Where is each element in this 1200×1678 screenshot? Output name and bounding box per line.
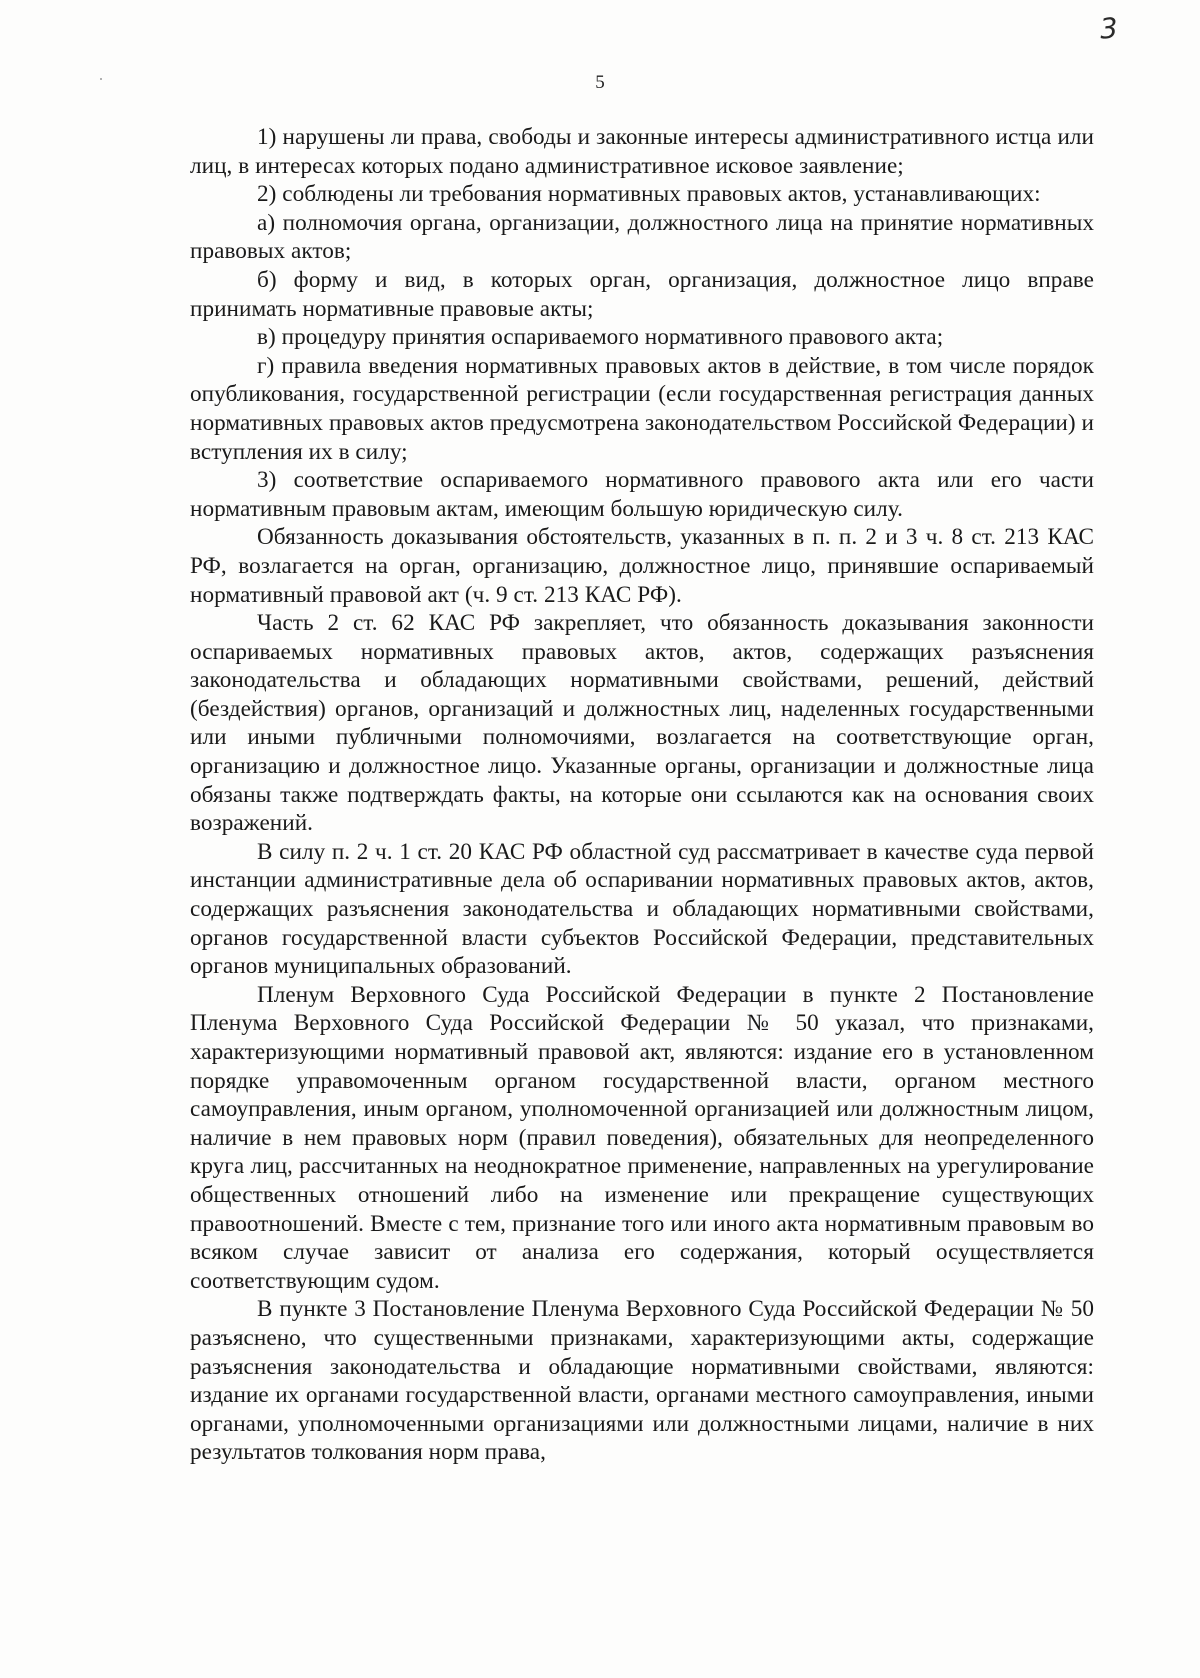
- paragraph-item-2: 2) соблюдены ли требования нормативных правовых актов, устанавливающих:: [257, 181, 1041, 208]
- paragraph-burden-of-proof: Обязанность доказывания обстоятельств, указанных в п. п. 2 и 3 ч. 8 ст. 213 КАС РФ, возлагается на орган, организацию, должностное лицо, принявшие оспариваемый нормативный правовой акт (ч. 9 ст. 213 КАС РФ).: [190, 524, 1094, 608]
- paragraph-item-1: 1) нарушены ли права, свободы и законные интересы административного истца или лиц, в интересах которых подано административное исковое заявление;: [190, 124, 1094, 179]
- paragraph-item-3: 3) соответствие оспариваемого нормативного правового акта или его части нормативным правовым актам, имеющим большую юридическую силу.: [190, 467, 1094, 522]
- paragraph-subitem-a: а) полномочия органа, организации, должностного лица на принятие нормативных правовых актов;: [190, 209, 1094, 265]
- paragraph-article-62: Часть 2 ст. 62 КАС РФ закрепляет, что обязанность доказывания законности оспариваемых нормативных правовых актов, актов, содержащих разъяснения законодательства и обладающих нормативными свойствами, решений, действий (бездействия) органов, организаций и должностных лиц, наделенных государственными или иными публичными полномочиями, возлагается на соответствующие орган, организацию и должностное лицо. Указанные органы, организации и должностные лица обязаны также подтверждать факты, на которые они ссылаются как на основания своих возражений.: [190, 610, 1094, 837]
- paragraph-plenum-point-3: В пункте 3 Постановление Пленума Верховного Суда Российской Федерации № 50 разъяснено, что существенными признаками, характеризующими акты, содержащие разъяснения законодательства и обладающие нормативными свойствами, являются: издание их органами государственной власти, органами местного самоуправления, иными органами, уполномоченными организациями или должностными лицами, наличие в них результатов толкования норм права,: [190, 1296, 1094, 1466]
- paragraph-subitem-b: б) форму и вид, в которых орган, организация, должностное лицо вправе принимать нормативные правовые акты;: [190, 266, 1094, 322]
- page-number: 5: [595, 72, 605, 93]
- handwritten-sheet-number: 3: [1099, 11, 1120, 46]
- paragraph-article-20: В силу п. 2 ч. 1 ст. 20 КАС РФ областной суд рассматривает в качестве суда первой инстанции административные дела об оспаривании нормативных правовых актов, актов, содержащих разъяснения законодательства и обладающих нормативными свойствами, органов государственной власти субъектов Российской Федерации, представительных органов муниципальных образований.: [190, 838, 1094, 980]
- paragraph-subitem-v: в) процедуру принятия оспариваемого нормативного правового акта;: [257, 324, 944, 351]
- document-body: [190, 123, 1094, 1467]
- paragraph-plenum-point-2: Пленум Верховного Суда Российской Федерации в пункте 2 Постановление Пленума Верховного Суда Российской Федерации № 50 указал, что признаками, характеризующими нормативный правовой акт, являются: издание его в установленном порядке управомоченным органом государственной власти, органом местного самоуправления, иным органом, уполномоченной организацией или должностным лицом, наличие в нем правовых норм (правил поведения), обязательных для неопределенного круга лиц, рассчитанных на неоднократное применение, направленных на урегулирование общественных отношений либо на изменение или прекращение существующих правоотношений. Вместе с тем, признание того или иного акта нормативным правовым во всяком случае зависит от анализа его содержания, который осуществляется соответствующим судом.: [190, 981, 1094, 1294]
- paragraph-subitem-g: г) правила введения нормативных правовых актов в действие, в том числе порядок опубликования, государственной регистрации (если государственная регистрация данных нормативных правовых актов предусмотрена законодательством Российской Федерации) и вступления их в силу;: [190, 352, 1094, 465]
